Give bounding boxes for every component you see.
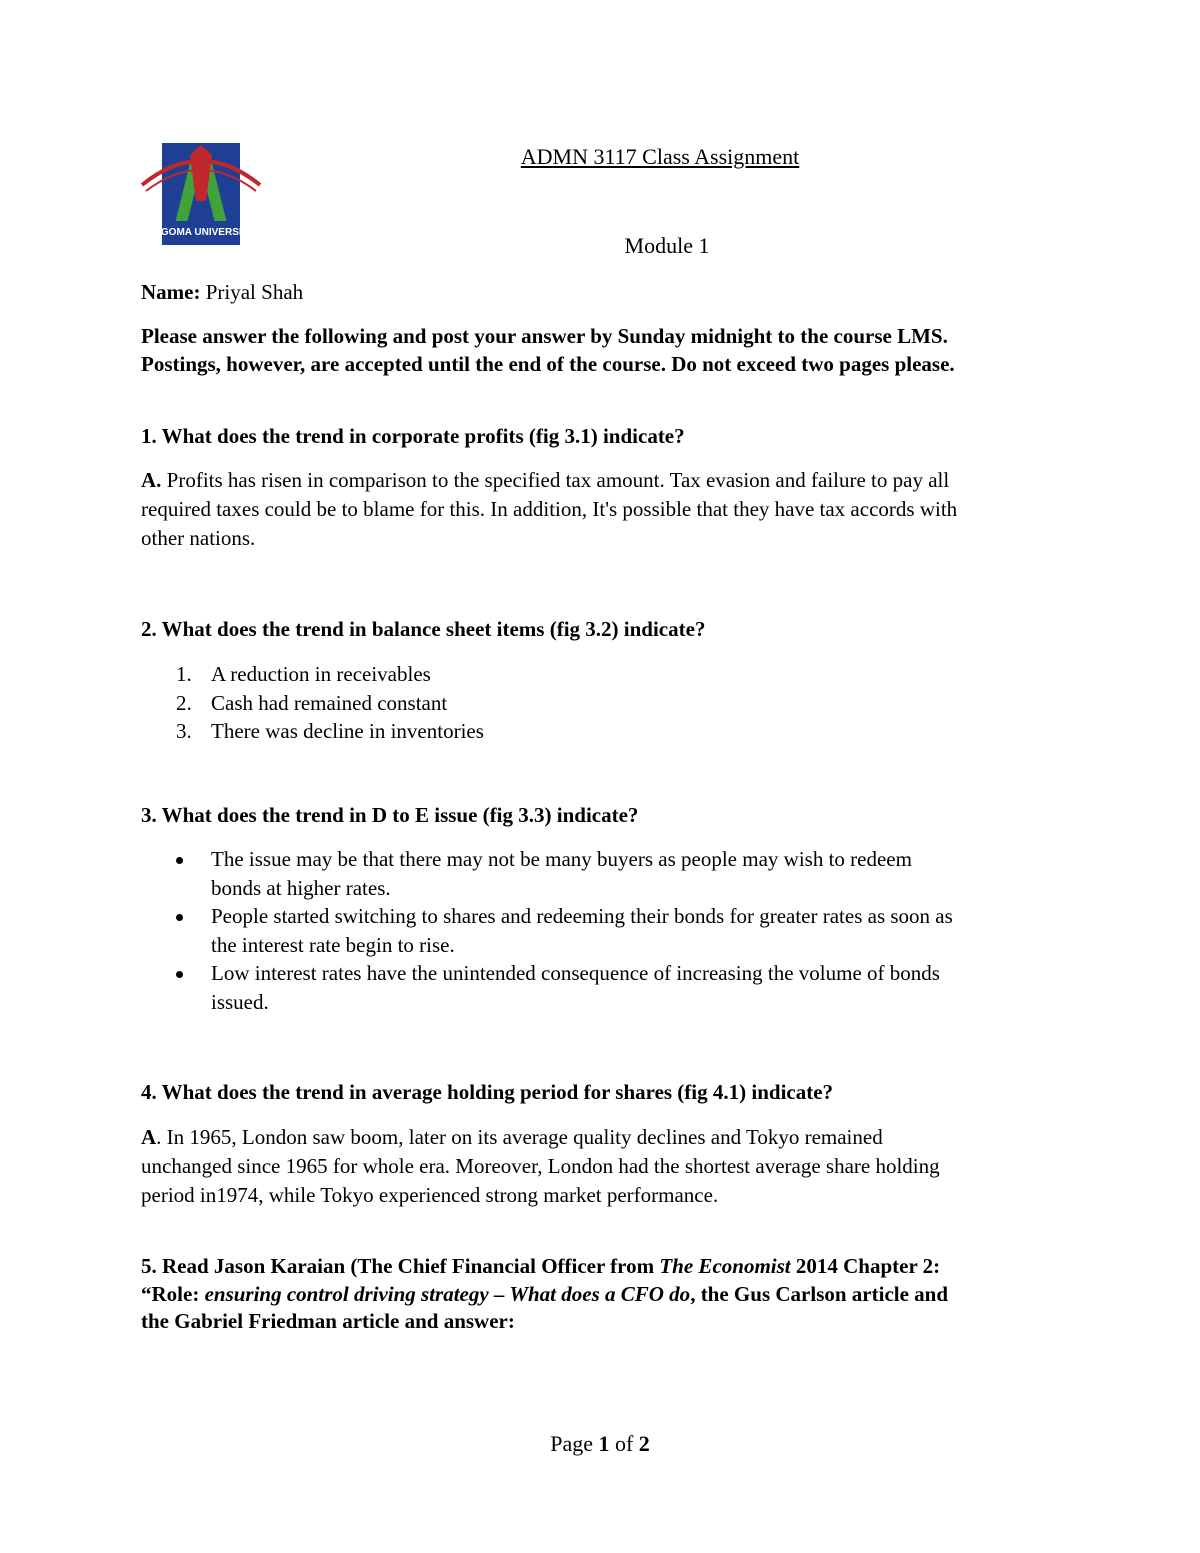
name-line: [141, 278, 1061, 307]
list-item: The issue may be that there may not be many buyers as people may wish to redeem bonds at higher rates.: [141, 845, 1081, 902]
name-value: Priyal Shah: [205, 280, 304, 304]
total-pages-number: 2: [638, 1431, 650, 1456]
answer-4-label: A: [141, 1125, 157, 1149]
list-item: 3. There was decline in inventories: [176, 719, 484, 743]
question-5-line-3: the Gabriel Friedman article and answer:: [141, 1309, 515, 1333]
question-1: 1. What does the trend in corporate profits (fig 3.1) indicate?: [141, 424, 685, 448]
balance-sheet-list: [141, 660, 1061, 746]
page-footer: Page 1 of 2: [550, 1431, 650, 1456]
list-item: 1. A reduction in receivables: [176, 662, 431, 686]
answer-1: [141, 466, 1061, 495]
list-item: People started switching to shares and redeeming their bonds for greater rates as soon as the interest rate begin to rise.: [141, 902, 1081, 959]
instructions-line-2: Postings, however, are accepted until the end of the course. Do not exceed two pages please.: [141, 352, 955, 376]
answer-1-line-3: other nations.: [141, 526, 256, 550]
answer-1-line-1: Profits has risen in comparison to the specified tax amount. Tax evasion and failure to pay all: [166, 468, 950, 492]
instructions-line-1: Please answer the following and post your answer by Sunday midnight to the course LMS.: [141, 324, 948, 348]
bullet-icon: [176, 857, 183, 864]
bullet-icon: [176, 971, 183, 978]
name-label: Name:: [141, 280, 201, 304]
answer-4-line-1: . In 1965, London saw boom, later on its average quality declines and Tokyo remained: [156, 1125, 883, 1149]
question-3: 3. What does the trend in D to E issue (fig 3.3) indicate?: [141, 803, 639, 827]
list-item: Low interest rates have the unintended consequence of increasing the volume of bonds issued.: [141, 959, 1081, 1016]
answer-4-line-2: unchanged since 1965 for whole era. Moreover, London had the shortest average share holding: [141, 1154, 940, 1178]
question-4: 4. What does the trend in average holding period for shares (fig 4.1) indicate?: [141, 1080, 834, 1104]
answer-4: [141, 1123, 1061, 1152]
answer-4-line-3: period in1974, while Tokyo experienced strong market performance.: [141, 1183, 719, 1207]
assignment-title: ADMN 3117 Class Assignment: [520, 144, 800, 169]
answer-1-line-2: required taxes could be to blame for this. In addition, It's possible that they have tax accords with: [141, 497, 958, 521]
bullet-icon: [176, 914, 183, 921]
question-2: 2. What does the trend in balance sheet items (fig 3.2) indicate?: [141, 617, 706, 641]
d-to-e-bullet-list: [141, 845, 1081, 1016]
answer-1-label: A.: [141, 468, 162, 492]
module-heading: Module 1: [624, 233, 710, 258]
list-item: 2. Cash had remained constant: [176, 690, 448, 715]
current-page-number: 1: [598, 1431, 610, 1456]
question-5-line-2: “Role: ensuring control driving strategy – What does a CFO do, the Gus Carlson article and: [141, 1282, 949, 1306]
logo-wordmark: ALGOMA UNIVERSITY: [147, 227, 255, 238]
question-5-line-1: 5. Read Jason Karaian (The Chief Financial Officer from The Economist 2014 Chapter 2:: [141, 1254, 941, 1278]
